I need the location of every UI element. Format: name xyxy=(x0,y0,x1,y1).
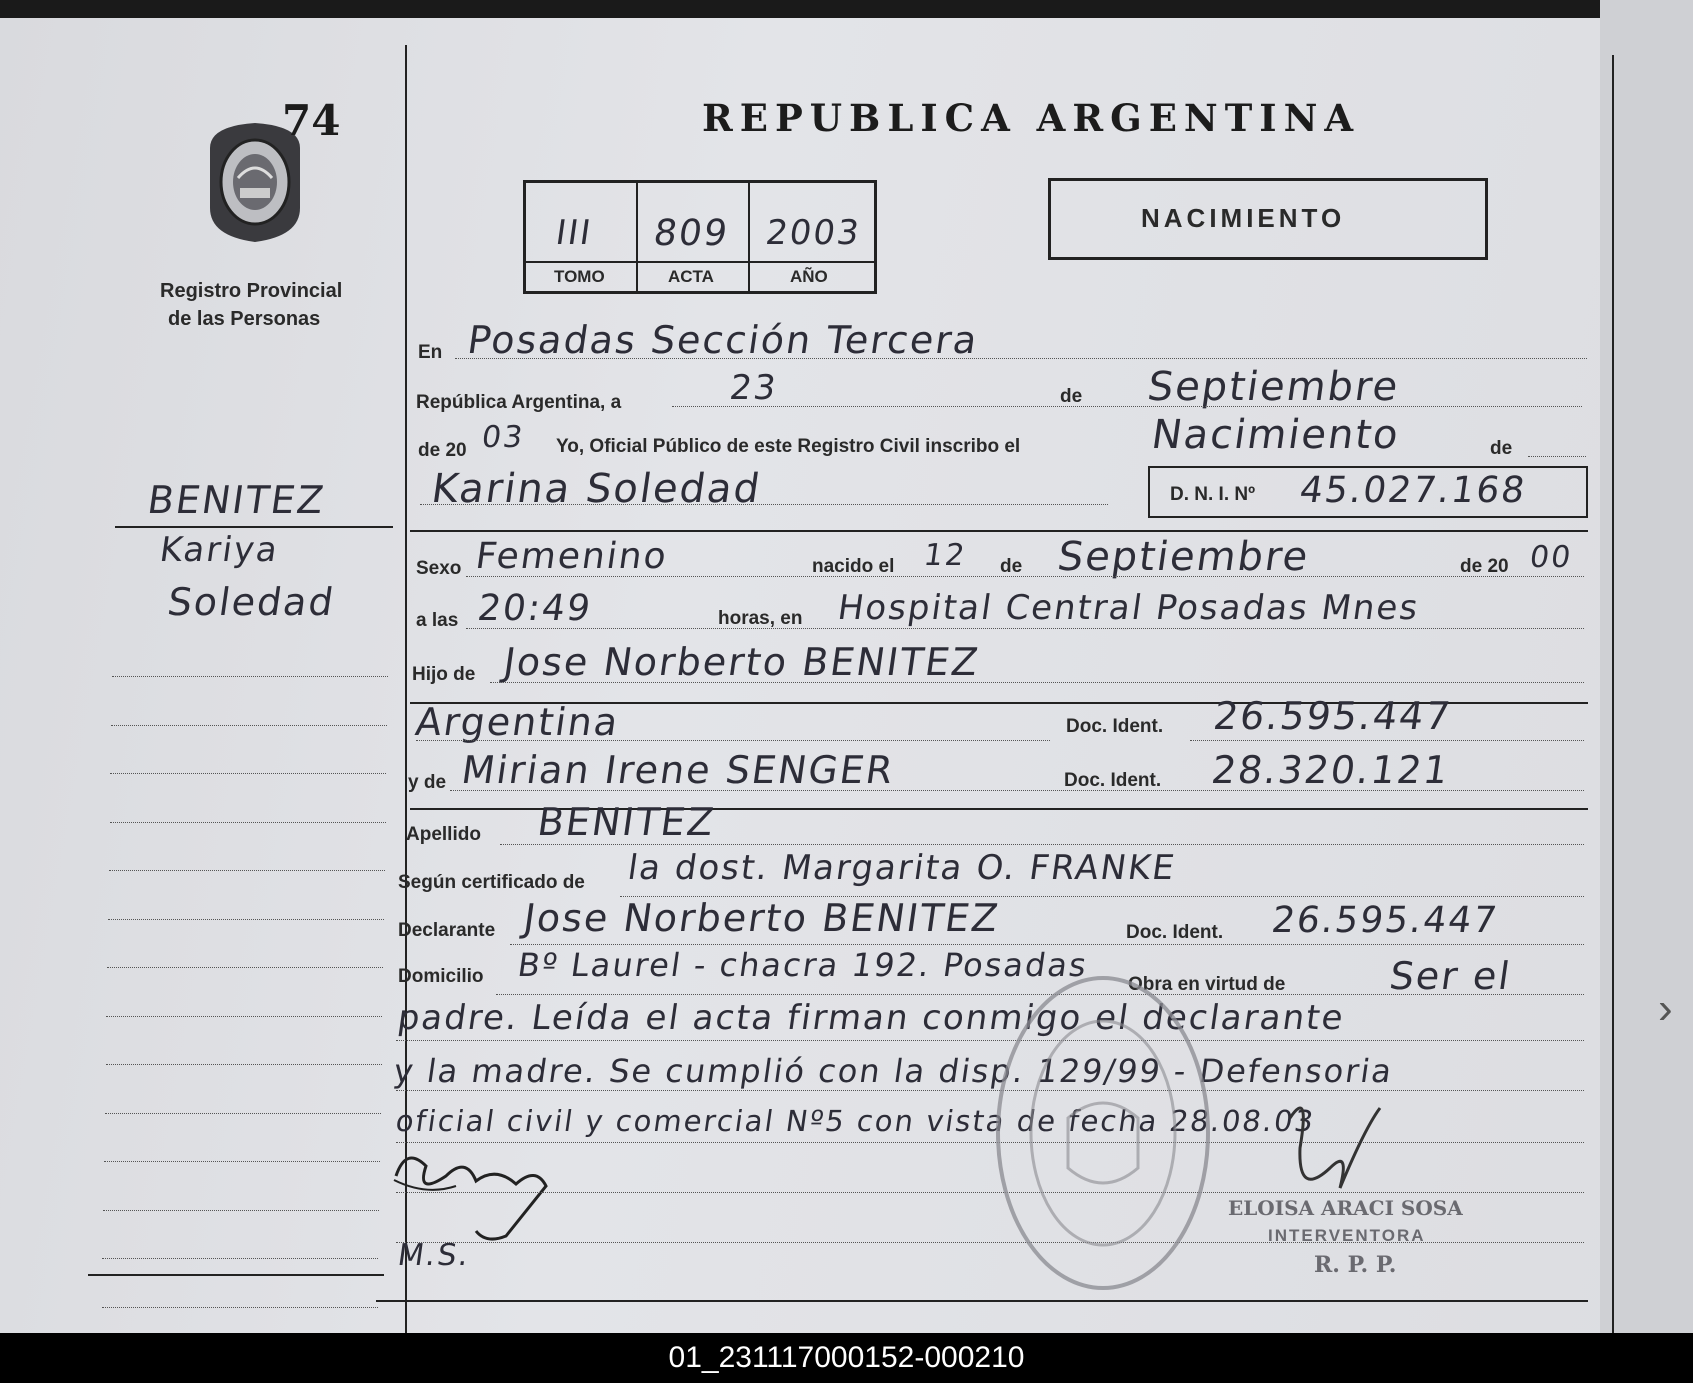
birth-place-value: Hospital Central Posadas Mnes xyxy=(835,588,1423,628)
observation-line-2: y la madre. Se cumplió con la disp. 129/99 - Defensoria xyxy=(391,1052,1396,1090)
line-sexo xyxy=(466,576,1584,577)
de-label-3: de xyxy=(1000,556,1023,577)
tomo-label: TOMO xyxy=(554,267,605,286)
ano-label: AÑO xyxy=(790,267,828,286)
observation-line-1: padre. Leída el acta firman conmigo el declarante xyxy=(395,998,1348,1038)
margin-dotted-line xyxy=(102,1258,378,1259)
father-name: Jose Norberto BENITEZ xyxy=(500,640,983,684)
reference-box xyxy=(523,180,877,294)
main-border-right xyxy=(1612,55,1614,1333)
nacido-label: nacido el xyxy=(812,556,895,577)
month-value: Septiembre xyxy=(1144,364,1403,410)
yde-label: y de xyxy=(408,772,447,793)
margin-surname: BENITEZ xyxy=(144,478,329,522)
record-type-box xyxy=(1048,178,1488,260)
de-label-2: de xyxy=(1490,438,1513,459)
hijo-label: Hijo de xyxy=(412,664,476,685)
bottom-rule xyxy=(376,1300,1588,1302)
sexo-label: Sexo xyxy=(416,558,462,579)
record-type: NACIMIENTO xyxy=(1141,203,1346,233)
republica-label: República Argentina, a xyxy=(416,392,622,413)
margin-dotted-line xyxy=(112,676,388,677)
domicilio-value: Bº Laurel - chacra 192. Posadas xyxy=(515,946,1091,984)
day-value: 23 xyxy=(727,368,781,408)
margin-dotted-line xyxy=(108,919,384,920)
footer-id: 01_231117000152-000210 xyxy=(668,1341,1025,1374)
dni-value: 45.027.168 xyxy=(1297,470,1530,511)
sexo-value: Femenino xyxy=(473,536,671,577)
margin-bottom-rule xyxy=(88,1274,384,1276)
en-label: En xyxy=(418,342,443,363)
domicilio-label: Domicilio xyxy=(398,966,484,987)
acta-value: 809 xyxy=(651,213,732,254)
official-title: INTERVENTORA xyxy=(1268,1226,1426,1245)
initials: M.S. xyxy=(395,1238,473,1273)
birth-month-value: Septiembre xyxy=(1054,534,1313,580)
apellido-value: BENITEZ xyxy=(534,800,719,844)
registry-name-line1: Registro Provincial xyxy=(160,280,343,302)
line-declarante xyxy=(510,944,1584,945)
observation-line-3: oficial civil y comercial Nº5 con vista de fecha 28.08.03 xyxy=(393,1104,1318,1138)
declarante-label: Declarante xyxy=(398,920,496,941)
acta-label: ACTA xyxy=(668,267,714,286)
line-mother xyxy=(450,790,1584,791)
line-time xyxy=(466,628,1584,629)
margin-dotted-line xyxy=(103,1210,379,1211)
de-label: de xyxy=(1060,386,1083,407)
birth-year-value: 00 xyxy=(1527,540,1575,575)
line-nationality xyxy=(416,740,1050,741)
ano-value: 2003 xyxy=(763,213,864,253)
horas-label: horas, en xyxy=(718,608,803,629)
time-value: 20:49 xyxy=(475,588,595,629)
tomo-value: III xyxy=(553,213,595,253)
inscription-statement: Yo, Oficial Público de este Registro Civil inscribo el xyxy=(556,436,1021,457)
registry-name-line2: de las Personas xyxy=(168,308,321,330)
country-title: REPUBLICA ARGENTINA xyxy=(702,96,1361,140)
father-nationality: Argentina xyxy=(412,700,623,744)
margin-dotted-line xyxy=(111,725,387,726)
margin-dotted-line xyxy=(104,1161,380,1162)
official-name: ELOISA ARACI SOSA xyxy=(1228,1196,1463,1220)
chevron-right-icon: › xyxy=(1658,984,1673,1033)
birth-year-label: de 20 xyxy=(1460,556,1509,577)
father-doc-label: Doc. Ident. xyxy=(1066,716,1164,737)
en-value: Posadas Sección Tercera xyxy=(464,318,982,362)
dni-label: D. N. I. Nº xyxy=(1170,484,1256,505)
line-en xyxy=(455,358,1587,359)
page-number: 74 xyxy=(282,96,341,145)
line-name xyxy=(420,504,1108,505)
declarante-doc-value: 26.595.447 xyxy=(1269,900,1502,941)
alas-label: a las xyxy=(416,610,459,631)
margin-dotted-line xyxy=(106,1016,382,1017)
mother-doc-label: Doc. Ident. xyxy=(1064,770,1162,791)
line-apellido xyxy=(500,844,1584,845)
certificate-value: la dost. Margarita O. FRANKE xyxy=(625,848,1179,888)
mother-name: Mirian Irene SENGER xyxy=(458,748,898,792)
section-rule-1 xyxy=(410,530,1588,532)
official-stamp xyxy=(988,968,1218,1303)
official-signature xyxy=(1270,1088,1400,1213)
margin-given1: Kariya xyxy=(157,530,282,570)
child-name: Karina Soledad xyxy=(428,466,765,512)
margin-dotted-line xyxy=(109,870,385,871)
margin-dotted-line xyxy=(105,1113,381,1114)
margin-dotted-line xyxy=(107,967,383,968)
margin-rule xyxy=(115,526,393,528)
declarant-signature xyxy=(386,1136,586,1251)
father-doc-value: 26.595.447 xyxy=(1210,694,1455,738)
obra-value: Ser el xyxy=(1386,954,1515,998)
margin-dotted-line xyxy=(110,822,386,823)
mother-doc-value: 28.320.121 xyxy=(1208,748,1453,792)
line-father xyxy=(490,682,1584,683)
line-act xyxy=(1528,456,1586,457)
act-value: Nacimiento xyxy=(1148,412,1403,458)
birth-day-value: 12 xyxy=(921,538,969,573)
dni-box xyxy=(1148,466,1588,518)
certificate-label: Según certificado de xyxy=(398,872,585,893)
margin-dotted-line xyxy=(102,1307,378,1308)
year-suffix-value: 03 xyxy=(479,420,527,455)
margin-dotted-line xyxy=(110,773,386,774)
year-prefix-label: de 20 xyxy=(418,440,467,461)
margin-given2: Soledad xyxy=(164,580,338,624)
declarante-doc-label: Doc. Ident. xyxy=(1126,922,1224,943)
footer-bar xyxy=(0,1333,1693,1383)
line-republica xyxy=(672,406,1582,407)
obra-label: Obra en virtud de xyxy=(1128,974,1286,995)
margin-dotted-line xyxy=(106,1064,382,1065)
declarante-name: Jose Norberto BENITEZ xyxy=(520,896,1003,940)
official-org: R. P. P. xyxy=(1314,1252,1397,1278)
line-father-doc xyxy=(1190,740,1584,741)
apellido-label: Apellido xyxy=(406,824,481,845)
